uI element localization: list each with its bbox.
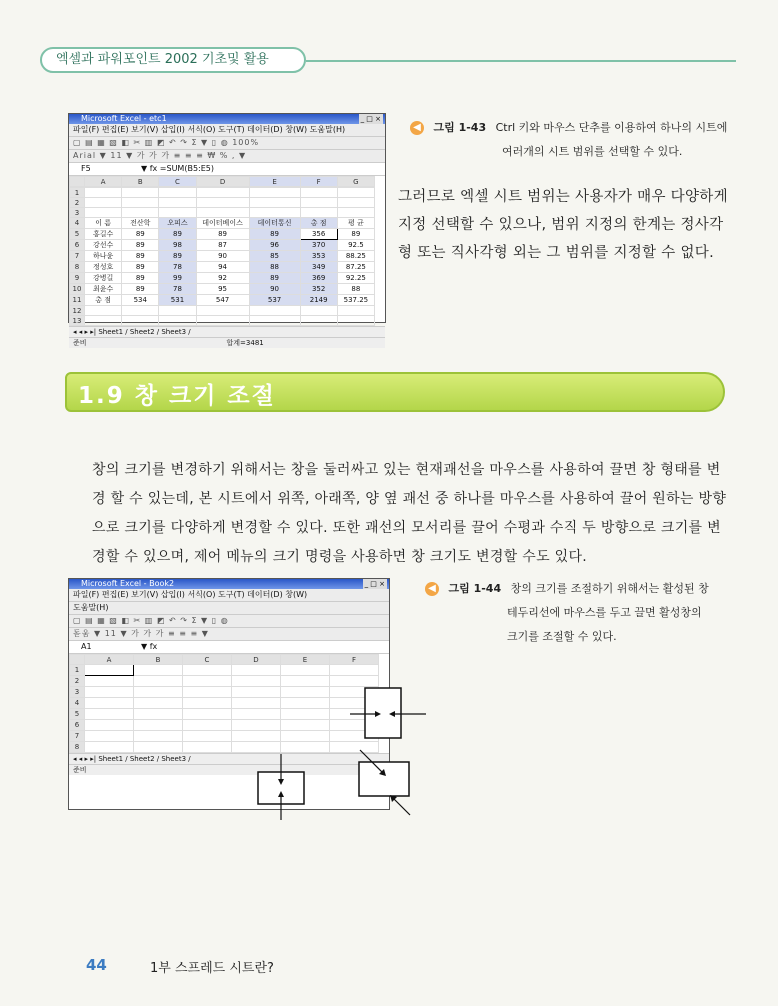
cell[interactable] <box>337 306 374 316</box>
cell[interactable]: 98 <box>159 240 196 251</box>
row-header[interactable]: 3 <box>70 687 85 698</box>
sheet-tabs[interactable]: ◂ ◂ ▸ ▸| Sheet1 / Sheet2 / Sheet3 / <box>69 753 389 764</box>
cell[interactable] <box>122 208 159 218</box>
name-box[interactable]: A1 <box>81 642 92 651</box>
cell[interactable] <box>196 208 249 218</box>
cell[interactable]: 90 <box>249 284 300 295</box>
section-title: 1.9 창 크기 조절 <box>78 383 276 409</box>
row-header[interactable]: 7 <box>70 251 85 262</box>
cell[interactable] <box>122 316 159 326</box>
row-header[interactable]: 5 <box>70 709 85 720</box>
worksheet-grid[interactable] <box>69 176 375 187</box>
cell[interactable] <box>159 198 196 208</box>
cell[interactable]: 총 점 <box>300 218 337 229</box>
figure-1-43-excel-window <box>68 113 386 347</box>
cell[interactable]: 89 <box>196 229 249 240</box>
cell[interactable]: 88.25 <box>337 251 374 262</box>
row-header[interactable]: 7 <box>70 731 85 742</box>
cell[interactable]: 87 <box>196 240 249 251</box>
column-header-row <box>70 655 379 665</box>
cell[interactable]: 369 <box>300 273 337 284</box>
row-header[interactable]: 2 <box>70 198 85 208</box>
cell[interactable]: 353 <box>300 251 337 262</box>
sheet-tab-labels[interactable]: Sheet1 / Sheet2 / Sheet3 / <box>98 328 191 336</box>
caption-number: 그림 1-44 <box>448 582 502 595</box>
window-controls[interactable]: _ □ × <box>360 115 381 123</box>
cell[interactable] <box>122 188 159 198</box>
col-header[interactable]: E <box>281 655 330 665</box>
cell[interactable] <box>183 698 232 709</box>
footer-part-title: 1부 스프레드 시트란? <box>150 961 274 976</box>
cell[interactable] <box>134 731 183 742</box>
cell[interactable] <box>300 208 337 218</box>
row-header[interactable]: 2 <box>70 676 85 687</box>
row-header[interactable]: 6 <box>70 720 85 731</box>
table-row <box>70 262 375 273</box>
corner-cell[interactable] <box>70 177 85 187</box>
caption-line1: Ctrl 키와 마우스 단추를 이용하여 하나의 시트에 <box>495 121 728 134</box>
cell[interactable]: 89 <box>122 284 159 295</box>
cell[interactable] <box>183 720 232 731</box>
cell[interactable]: 강병길 <box>85 273 122 284</box>
cell[interactable] <box>134 698 183 709</box>
row-header[interactable]: 6 <box>70 240 85 251</box>
header-rule <box>306 60 736 62</box>
cell[interactable] <box>249 208 300 218</box>
col-header[interactable]: D <box>196 177 249 187</box>
row-header[interactable]: 4 <box>70 698 85 709</box>
cell[interactable]: 356 <box>300 229 337 240</box>
cell[interactable]: 537 <box>249 295 300 306</box>
cell[interactable] <box>159 306 196 316</box>
worksheet-cells[interactable] <box>69 187 375 326</box>
resize-box-horizontal <box>365 688 401 738</box>
cell[interactable] <box>249 316 300 326</box>
cell[interactable]: 85 <box>249 251 300 262</box>
cell[interactable]: 홍길수 <box>85 229 122 240</box>
cell[interactable]: 89 <box>122 251 159 262</box>
cell[interactable]: 349 <box>300 262 337 273</box>
col-header[interactable]: F <box>330 655 379 665</box>
cell[interactable] <box>122 306 159 316</box>
font-size[interactable]: 11 <box>104 629 117 638</box>
window-title: Microsoft Excel - etc1 <box>81 114 167 123</box>
format-toolbar[interactable]: Arial ▼ 11 ▼ 가 가 가 ≡ ≡ ≡ ₩ % , ▼ <box>69 150 385 163</box>
cell[interactable]: 2149 <box>300 295 337 306</box>
cell[interactable] <box>300 306 337 316</box>
col-header[interactable]: B <box>122 177 159 187</box>
cell[interactable] <box>300 188 337 198</box>
cell[interactable] <box>183 731 232 742</box>
format-toolbar[interactable]: 돋움 ▼ 11 ▼ 가 가 가 ≡ ≡ ≡ ▼ <box>69 628 389 641</box>
standard-toolbar[interactable]: ▢ ▤ ▦ ▧ ◧ ✂ ▥ ◩ ↶ ↷ Σ ▼ ▯ ◍ <box>69 615 389 628</box>
cell[interactable]: 89 <box>122 240 159 251</box>
row-header[interactable]: 3 <box>70 208 85 218</box>
cell[interactable] <box>85 676 134 687</box>
font-name[interactable]: Arial <box>73 151 97 160</box>
cell[interactable] <box>85 687 134 698</box>
col-header[interactable]: G <box>337 177 374 187</box>
cell[interactable]: 94 <box>196 262 249 273</box>
cell[interactable] <box>196 316 249 326</box>
cell[interactable] <box>134 720 183 731</box>
cell[interactable]: 534 <box>122 295 159 306</box>
cell[interactable] <box>85 198 122 208</box>
menu-bar[interactable]: 파일(F) 편집(E) 보기(V) 삽입(I) 서식(O) 도구(T) 데이터(D) 창(W) 도움말(H) <box>69 124 385 137</box>
caption-line1: 창의 크기를 조절하기 위해서는 활성된 창 <box>510 582 709 595</box>
row-header[interactable]: 4 <box>70 218 85 229</box>
standard-toolbar[interactable]: ▢ ▤ ▦ ▧ ◧ ✂ ▥ ◩ ↶ ↷ Σ ▼ ▯ ◍ 100% <box>69 137 385 150</box>
table-row <box>70 251 375 262</box>
cell[interactable]: 547 <box>196 295 249 306</box>
col-header[interactable]: C <box>159 177 196 187</box>
cell[interactable] <box>159 188 196 198</box>
status-ready: 준비 <box>73 339 87 347</box>
cell[interactable]: 데이터통신 <box>249 218 300 229</box>
chapter-header: 엑셀과 파워포인트 2002 기초및 활용 <box>40 47 306 73</box>
cell[interactable] <box>337 208 374 218</box>
cell[interactable] <box>134 687 183 698</box>
cell[interactable]: 평 균 <box>337 218 374 229</box>
col-header[interactable]: C <box>183 655 232 665</box>
cell[interactable]: 88 <box>337 284 374 295</box>
status-bar: 준비 <box>69 764 389 775</box>
cell[interactable] <box>183 709 232 720</box>
window-controls[interactable]: _ □ × <box>364 580 385 588</box>
font-name[interactable]: 돋움 <box>73 629 91 638</box>
formula-bar[interactable]: F5 ▼ fx =SUM(B5:E5) <box>69 163 385 176</box>
window-title-bar <box>69 579 389 589</box>
col-header[interactable]: D <box>232 655 281 665</box>
cell[interactable]: 최윤수 <box>85 284 122 295</box>
cell[interactable]: 전산학 <box>122 218 159 229</box>
col-header[interactable]: A <box>85 655 134 665</box>
cell[interactable]: 352 <box>300 284 337 295</box>
table-row <box>70 198 375 208</box>
cell[interactable]: 89 <box>249 229 300 240</box>
cell[interactable]: 총 점 <box>85 295 122 306</box>
cell[interactable]: 87.25 <box>337 262 374 273</box>
cell[interactable] <box>134 676 183 687</box>
caption-line3: 크기를 조절할 수 있다. <box>507 630 617 643</box>
cell[interactable] <box>337 188 374 198</box>
cell[interactable] <box>159 316 196 326</box>
table-row <box>70 208 375 218</box>
cell[interactable]: 89 <box>122 229 159 240</box>
table-row <box>70 306 375 316</box>
table-row <box>70 218 375 229</box>
cell[interactable]: 89 <box>122 273 159 284</box>
row-header[interactable]: 5 <box>70 229 85 240</box>
formula-bar[interactable]: A1 ▼ fx <box>69 641 389 654</box>
cell[interactable] <box>337 198 374 208</box>
paragraph-range-limit: 그러므로 엑셀 시트 범위는 사용자가 매우 다양하게 지정 선택할 수 있으나, 범위 지정의 한계는 정사각형 또는 직사각형 외는 그 범위를 지정할 수 없다. <box>398 189 728 261</box>
cell[interactable]: 89 <box>122 262 159 273</box>
row-header[interactable]: 11 <box>70 295 85 306</box>
cell[interactable] <box>85 742 134 753</box>
cell[interactable] <box>300 198 337 208</box>
font-size[interactable]: 11 <box>110 151 123 160</box>
figure-1-43-caption <box>410 116 740 164</box>
cell[interactable] <box>249 198 300 208</box>
table-row <box>70 295 375 306</box>
cell[interactable]: 89 <box>159 229 196 240</box>
menu-bar[interactable]: 파일(F) 편집(E) 보기(V) 삽입(I) 서식(O) 도구(T) 데이터(D) 창(W) <box>69 589 389 602</box>
cell[interactable] <box>85 720 134 731</box>
col-header[interactable]: E <box>249 177 300 187</box>
resize-box-corner <box>359 762 409 796</box>
cell[interactable]: 531 <box>159 295 196 306</box>
cell[interactable]: 99 <box>159 273 196 284</box>
cell[interactable] <box>85 208 122 218</box>
page-number: 44 <box>86 956 107 974</box>
cell[interactable] <box>196 306 249 316</box>
name-box[interactable]: F5 <box>81 164 91 173</box>
cell[interactable]: 데이터베이스 <box>196 218 249 229</box>
caption-number: 그림 1-43 <box>433 121 487 134</box>
cell[interactable]: 78 <box>159 262 196 273</box>
col-header[interactable]: A <box>85 177 122 187</box>
cell[interactable]: 오피스 <box>159 218 196 229</box>
cell[interactable]: 88 <box>249 262 300 273</box>
cell[interactable] <box>85 709 134 720</box>
table-row <box>70 229 375 240</box>
cell[interactable] <box>85 188 122 198</box>
cell[interactable]: 537.25 <box>337 295 374 306</box>
col-header[interactable]: B <box>134 655 183 665</box>
cell[interactable] <box>85 306 122 316</box>
window-title: Microsoft Excel - Book2 <box>81 579 175 588</box>
caption-line2: 여러개의 시트 범위를 선택할 수 있다. <box>502 145 683 158</box>
row-header[interactable]: 9 <box>70 273 85 284</box>
cell[interactable] <box>183 676 232 687</box>
resize-arrows-illustration <box>250 670 420 820</box>
cell[interactable] <box>196 188 249 198</box>
table-row <box>70 284 375 295</box>
cell[interactable] <box>134 742 183 753</box>
column-header-row <box>70 177 375 187</box>
cell[interactable] <box>134 709 183 720</box>
cell[interactable]: 89 <box>249 273 300 284</box>
table-row <box>70 240 375 251</box>
formula-text[interactable]: =SUM(B5:E5) <box>159 164 214 173</box>
cell[interactable]: 90 <box>196 251 249 262</box>
arrow-diag-out-line <box>392 797 410 815</box>
cell[interactable] <box>196 198 249 208</box>
cell[interactable] <box>122 198 159 208</box>
cell[interactable]: 이 름 <box>85 218 122 229</box>
cell[interactable] <box>249 306 300 316</box>
window-title-bar <box>69 114 385 124</box>
cell[interactable]: 95 <box>196 284 249 295</box>
cell[interactable] <box>134 665 183 676</box>
status-sum: 합계=3481 <box>226 339 264 347</box>
sheet-tabs[interactable]: ◂ ◂ ▸ ▸| Sheet1 / Sheet2 / Sheet3 / <box>69 326 385 337</box>
cell[interactable]: 89 <box>337 229 374 240</box>
cell[interactable]: 78 <box>159 284 196 295</box>
cell[interactable] <box>183 687 232 698</box>
table-row <box>70 188 375 198</box>
row-header[interactable]: 10 <box>70 284 85 295</box>
cell[interactable] <box>337 316 374 326</box>
status-bar <box>69 337 385 348</box>
cell[interactable]: 370 <box>300 240 337 251</box>
cell[interactable] <box>183 742 232 753</box>
row-header[interactable]: 12 <box>70 306 85 316</box>
cell[interactable]: 92.25 <box>337 273 374 284</box>
row-header[interactable]: 13 <box>70 316 85 326</box>
corner-cell[interactable] <box>70 655 85 665</box>
row-header[interactable]: 1 <box>70 665 85 676</box>
cell[interactable] <box>249 188 300 198</box>
table-row <box>70 273 375 284</box>
caption-line2: 테두리선에 마우스를 두고 끌면 활성창의 <box>507 606 702 619</box>
row-header[interactable]: 1 <box>70 188 85 198</box>
cell[interactable] <box>85 665 134 676</box>
cell[interactable]: 하나윤 <box>85 251 122 262</box>
table-row <box>70 316 375 326</box>
cell[interactable]: 정성호 <box>85 262 122 273</box>
col-header[interactable]: F <box>300 177 337 187</box>
cell[interactable]: 89 <box>159 251 196 262</box>
paragraph-window-resize: 창의 크기를 변경하기 위해서는 창을 둘러싸고 있는 현재괘선을 마우스를 사용하여 끌면 창 형태를 변경 할 수 있는데, 본 시트에서 위쪽, 아래쪽, 양 옆 괘선 중 하나를 마우스를 사용하여 끌어 원하는 방향으로 크기를 다양하게 변경할 수 있다. 또한 괘선의 모서리를 끌어 수평과 수직 두 방향으로 크기를 변경할 수 있으며, 제어 메뉴의 크기 명령을 사용하면 창 크기도 변경할 수도 있다. <box>92 462 727 565</box>
zoom-box[interactable]: 100% <box>232 138 260 147</box>
row-header[interactable]: 8 <box>70 742 85 753</box>
cell[interactable]: 92.5 <box>337 240 374 251</box>
cell[interactable] <box>85 316 122 326</box>
cell[interactable]: 강선수 <box>85 240 122 251</box>
caption-bullet-icon: ◀ <box>410 121 424 135</box>
cell[interactable] <box>159 208 196 218</box>
caption-bullet-icon: ◀ <box>425 582 439 596</box>
cell[interactable]: 96 <box>249 240 300 251</box>
sheet-tab-labels[interactable]: Sheet1 / Sheet2 / Sheet3 / <box>98 755 191 763</box>
cell[interactable] <box>183 665 232 676</box>
figure-1-44-caption <box>425 577 740 649</box>
row-header[interactable]: 8 <box>70 262 85 273</box>
cell[interactable] <box>85 731 134 742</box>
cell[interactable] <box>85 698 134 709</box>
cell[interactable]: 92 <box>196 273 249 284</box>
menu-bar-help[interactable]: 도움말(H) <box>69 602 389 615</box>
cell[interactable] <box>300 316 337 326</box>
